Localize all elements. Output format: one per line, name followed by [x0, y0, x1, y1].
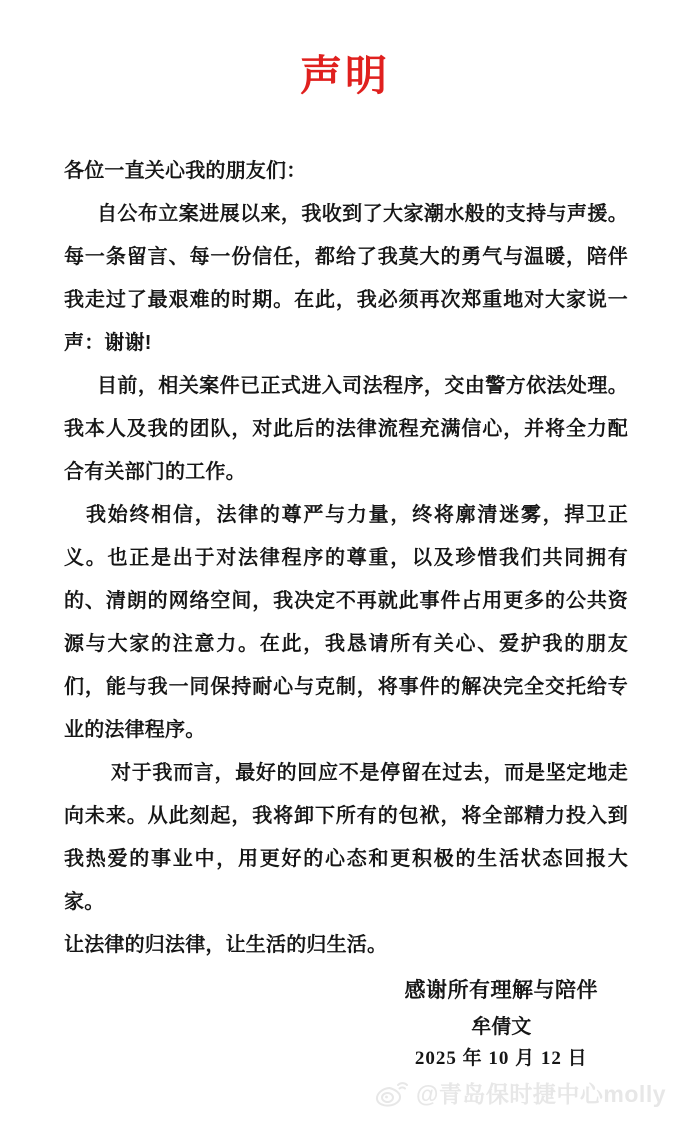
signature-block	[405, 971, 599, 1073]
signature-date: 2025 年 10 月 12 日	[414, 1048, 588, 1070]
watermark-text: @青岛保时捷中心molly	[416, 1081, 666, 1107]
paragraph-legal-process: 目前，相关案件已正式进入司法程序，交由警方依法处理。我本人及我的团队，对此后的法律流程充满信心，并将全力配合有关部门的工作。	[64, 375, 628, 484]
page-title: 声明	[299, 52, 390, 99]
signature-thanks: 感谢所有理解与陪伴	[404, 979, 598, 1003]
salutation-line: 各位一直关心我的朋友们：	[64, 160, 307, 183]
weibo-logo-icon	[374, 1078, 410, 1108]
paragraph-future: 对于我而言，最好的回应不是停留在过去，而是坚定地走向未来。从此刻起，我将卸下所有的包袱，将全部精力投入到我热爱的事业中，用更好的心态和更积极的生活状态回报大家。	[64, 762, 628, 914]
statement-document	[0, 52, 690, 1107]
signature-name: 牟倩文	[471, 1016, 532, 1039]
paragraph-belief: 我始终相信，法律的尊严与力量，终将廓清迷雾，捍卫正义。也正是出于对法律程序的尊重，以及珍惜我们共同拥有的、清朗的网络空间，我决定不再就此事件占用更多的公共资源与大家的注意力。在此，我恳请所有关心、爱护我的朋友们，能与我一同保持耐心与克制，将事件的解决完全交托给专业的法律程序。	[64, 504, 628, 742]
paragraph-support: 自公布立案进展以来，我收到了大家潮水般的支持与声援。每一条留言、每一份信任，都给了我莫大的勇气与温暖，陪伴我走过了最艰难的时期。在此，我必须再次郑重地对大家说一声：谢谢!	[64, 203, 628, 355]
statement-body	[64, 150, 628, 967]
watermark	[374, 1076, 666, 1109]
paragraph-closing: 让法律的归法律，让生活的归生活。	[64, 934, 388, 957]
